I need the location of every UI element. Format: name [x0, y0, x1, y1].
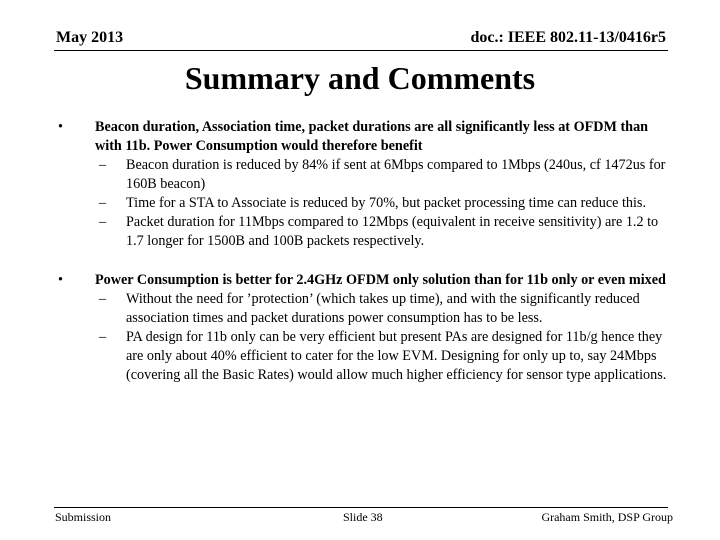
sub-bullet-item [58, 194, 672, 213]
slide-content [58, 118, 672, 385]
spacer [58, 251, 672, 271]
sub-bullet-text: Time for a STA to Associate is reduced by 70%, but packet processing time can reduce this. [126, 195, 647, 211]
sub-bullet-marker: – [99, 157, 107, 173]
sub-bullet-item [58, 290, 672, 328]
bullet-item [58, 118, 672, 156]
sub-bullet-text: Without the need for ’protection’ (which takes up time), and with the significantly reduced association times and packet durations power consumption has to be less. [126, 291, 640, 326]
bullet-marker: • [58, 272, 63, 288]
slide-title: Summary and Comments [184, 60, 536, 96]
sub-bullet-marker: – [99, 195, 107, 211]
sub-bullet-text: PA design for 11b only can be very efficient but present PAs are designed for 11b/g hence they are only about 40% efficient to cater for the low EVM. Designing for only up to, say 24Mbps (covering all the Basic Rates) would allow much higher efficiency for sensor type applications. [126, 329, 667, 383]
sub-bullet-item [58, 328, 672, 385]
sub-bullet-marker: – [99, 214, 107, 230]
footer-submission: Submission [55, 510, 112, 524]
footer-author: Graham Smith, DSP Group [541, 510, 673, 524]
footer-rule [54, 507, 668, 508]
bullet-text: Beacon duration, Association time, packet durations are all significantly less at OFDM than with 11b. Power Consumption would therefore benefit [95, 119, 649, 154]
header-date: May 2013 [56, 29, 124, 46]
header-rule [54, 50, 668, 51]
sub-bullet-marker: – [99, 329, 107, 345]
bullet-marker: • [58, 119, 63, 135]
sub-bullet-marker: – [99, 291, 107, 307]
sub-bullet-item [58, 156, 672, 194]
header-doc-id: doc.: IEEE 802.11-13/0416r5 [470, 29, 666, 46]
sub-bullet-text: Packet duration for 11Mbps compared to 12Mbps (equivalent in receive sensitivity) are 1.2 to 1.7 longer for 1500B and 100B packets respectively. [126, 214, 659, 249]
footer-slide-number: Slide 38 [343, 510, 383, 524]
sub-bullet-item [58, 213, 672, 251]
bullet-text: Power Consumption is better for 2.4GHz OFDM only solution than for 11b only or even mixed [95, 272, 666, 288]
sub-bullet-text: Beacon duration is reduced by 84% if sent at 6Mbps compared to 1Mbps (240us, cf 1472us for 160B beacon) [126, 157, 666, 192]
bullet-item [58, 271, 672, 290]
